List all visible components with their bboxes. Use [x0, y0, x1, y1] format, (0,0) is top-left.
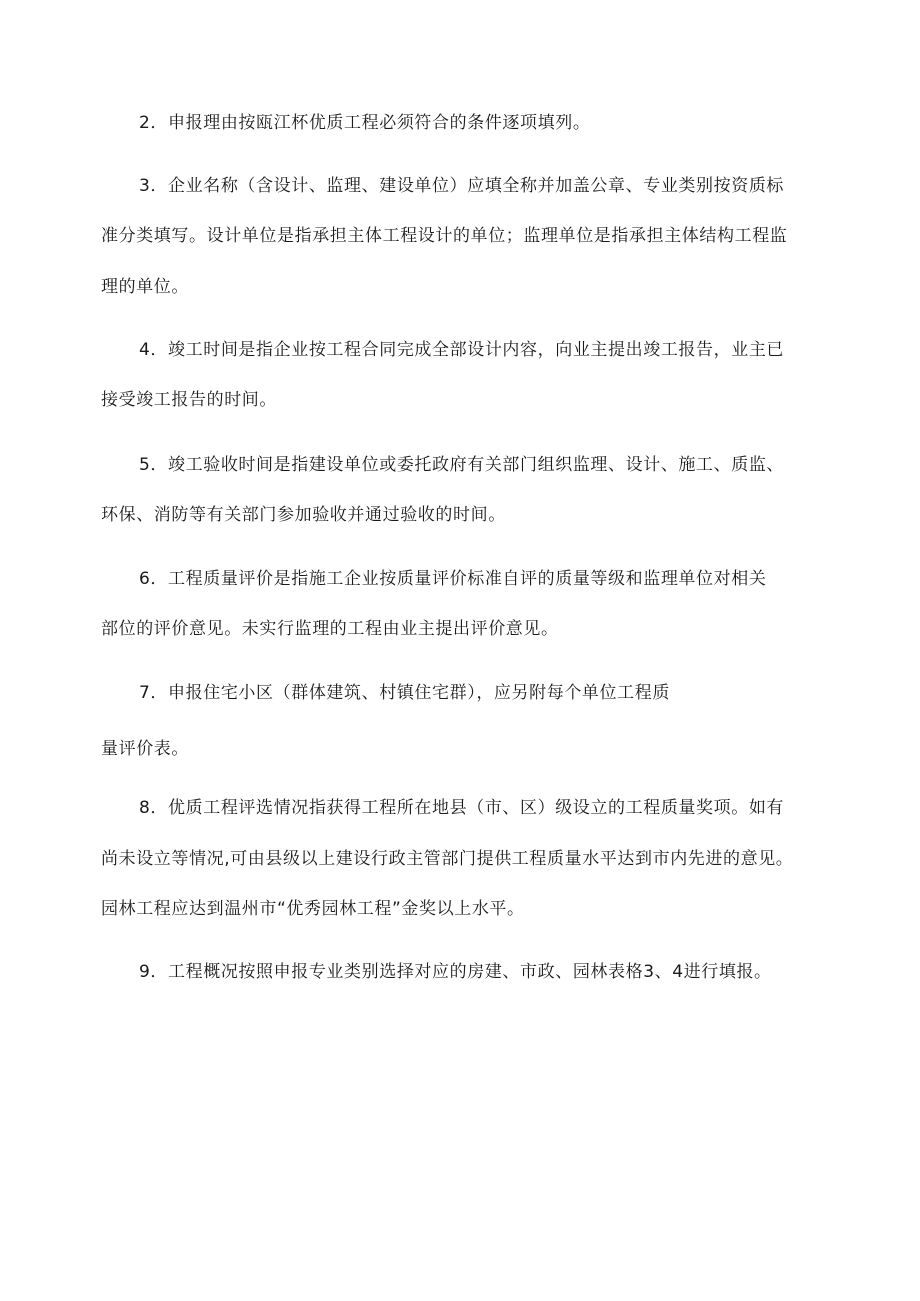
- item-4-number: 4: [139, 340, 151, 360]
- item-3-number: 3: [139, 176, 151, 196]
- item-4-text-1: ．竣工时间是指企业按工程合同完成全部设计内容，向业主提出竣工报告，业主已: [150, 340, 785, 360]
- item-7-text-1: ．申报住宅小区（群体建筑、村镇住宅群），应另附每个单位工程质: [150, 683, 670, 703]
- item-8-line-1: [139, 796, 784, 820]
- item-9-line-1: [139, 960, 772, 984]
- item-2-line-1: [139, 111, 590, 135]
- item-6-line-1: [139, 567, 766, 591]
- item-9-number: 9: [139, 962, 151, 982]
- item-4-line-1: [139, 338, 784, 362]
- item-3-line-1: [139, 174, 784, 198]
- item-5-line-1: [139, 453, 784, 477]
- item-5-line-2: 环保、消防等有关部门参加验收并通过验收的时间。: [101, 505, 506, 525]
- item-4-line-2: 接受竣工报告的时间。: [101, 390, 277, 410]
- item-9-text-1: ．工程概况按照申报专业类别选择对应的房建、市政、园林表格3、4进行填报。: [150, 962, 772, 982]
- item-7-line-2: 量评价表。: [101, 739, 189, 759]
- item-8-number: 8: [139, 798, 151, 818]
- item-5-text-1: ．竣工验收时间是指建设单位或委托政府有关部门组织监理、设计、施工、质监、: [150, 455, 785, 475]
- item-8-line-3: 园林工程应达到温州市“优秀园林工程”金奖以上水平。: [101, 899, 525, 919]
- item-2-text: ．申报理由按瓯江杯优质工程必须符合的条件逐项填列。: [150, 113, 591, 133]
- item-6-text-1: ．工程质量评价是指施工企业按质量评价标准自评的质量等级和监理单位对相关: [150, 569, 767, 589]
- item-3-text-1: ．企业名称（含设计、监理、建设单位）应填全称并加盖公章、专业类别按资质标: [150, 176, 785, 196]
- item-8-line-2: 尚未设立等情况,可由县级以上建设行政主管部门提供工程质量水平达到市内先进的意见。: [101, 849, 794, 869]
- item-7-number: 7: [139, 683, 151, 703]
- item-6-line-2: 部位的评价意见。未实行监理的工程由业主提出评价意见。: [101, 619, 559, 639]
- item-6-number: 6: [139, 569, 151, 589]
- item-3-line-2: 准分类填写。设计单位是指承担主体工程设计的单位；监理单位是指承担主体结构工程监: [101, 226, 788, 246]
- item-5-number: 5: [139, 455, 151, 475]
- item-7-line-1: [139, 681, 670, 705]
- item-3-line-3: 理的单位。: [101, 277, 189, 297]
- item-2-number: 2: [139, 113, 151, 133]
- item-8-text-1: ．优质工程评选情况指获得工程所在地县（市、区）级设立的工程质量奖项。如有: [150, 798, 785, 818]
